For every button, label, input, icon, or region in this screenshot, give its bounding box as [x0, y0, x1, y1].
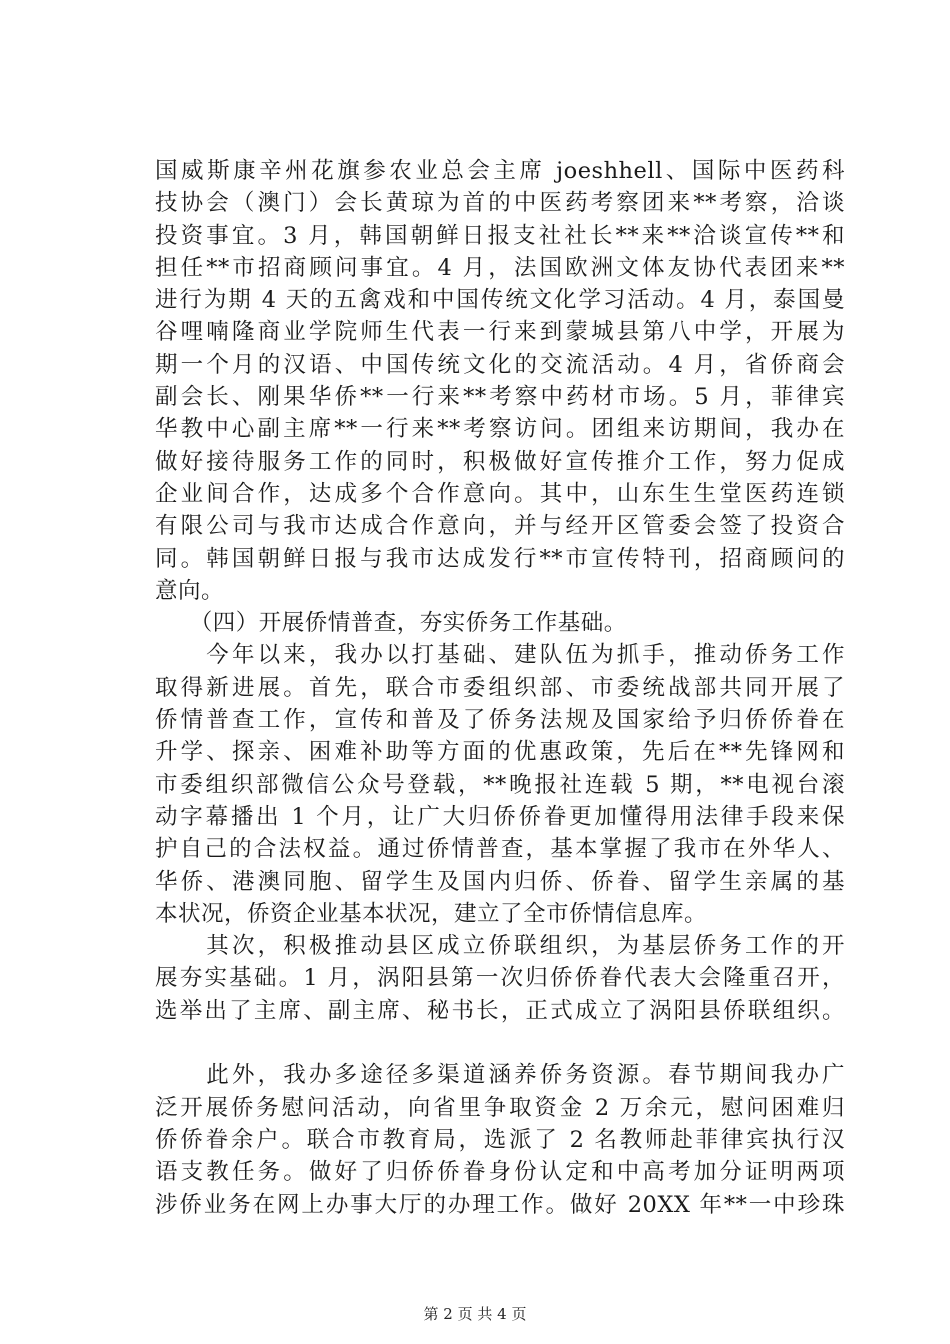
- text-line: 副会长、刚果华侨**一行来**考察中药材市场。5 月，菲律宾: [155, 384, 845, 411]
- text-line: 华教中心副主席**一行来**考察访问。团组来访期间，我办在: [155, 416, 845, 443]
- text-line: 技协会（澳门）会长黄琼为首的中医药考察团来**考察，洽谈: [155, 190, 845, 217]
- text-line: 本状况，侨资企业基本状况，建立了全市侨情信息库。: [155, 900, 708, 927]
- text-line: （四）开展侨情普查，夯实侨务工作基础。: [155, 610, 627, 637]
- page-footer: 第 2 页 共 4 页: [423, 1305, 527, 1323]
- text-line: 有限公司与我市达成合作意向，并与经开区管委会签了投资合: [155, 513, 845, 540]
- text-line: 市委组织部微信公众号登载，**晚报社连载 5 期，**电视台滚: [155, 771, 845, 798]
- text-line: 国威斯康辛州花旗参农业总会主席 joeshhell、国际中医药科: [155, 158, 845, 184]
- text-line: 升学、探亲、困难补助等方面的优惠政策，先后在**先锋网和: [155, 739, 845, 766]
- document-body: [155, 155, 845, 1221]
- blank-line: [155, 1027, 845, 1059]
- text-line: 涉侨业务在网上办事大厅的办理工作。做好 20XX 年**一中珍珠: [155, 1191, 845, 1218]
- text-line: 动字幕播出 1 个月，让广大归侨侨眷更加懂得用法律手段来保: [155, 803, 845, 830]
- text-line: 担任**市招商顾问事宜。4 月，法国欧洲文体友协代表团来**: [155, 254, 845, 281]
- text-line: 此外，我办多途径多渠道涵养侨务资源。春节期间我办广: [155, 1062, 845, 1089]
- text-line: 投资事宜。3 月，韩国朝鲜日报支社社长**来**洽谈宣传**和: [155, 222, 845, 249]
- text-line: 期一个月的汉语、中国传统文化的交流活动。4 月，省侨商会: [155, 351, 845, 378]
- text-line: 护自己的合法权益。通过侨情普查，基本掌握了我市在外华人、: [155, 836, 845, 863]
- text-line: 意向。: [155, 577, 225, 604]
- text-line: 今年以来，我办以打基础、建队伍为抓手，推动侨务工作: [155, 642, 845, 669]
- text-line: 选举出了主席、副主席、秘书长，正式成立了涡阳县侨联组织。: [155, 997, 845, 1024]
- text-line: 其次，积极推动县区成立侨联组织，为基层侨务工作的开: [155, 933, 845, 960]
- text-line: 谷哩喃隆商业学院师生代表一行来到蒙城县第八中学，开展为: [155, 319, 845, 346]
- text-line: 做好接待服务工作的同时，积极做好宣传推介工作，努力促成: [155, 448, 845, 475]
- text-line: 泛开展侨务慰问活动，向省里争取资金 2 万余元，慰问困难归: [155, 1094, 845, 1121]
- text-line: 同。韩国朝鲜日报与我市达成发行**市宣传特刊，招商顾问的: [155, 545, 845, 572]
- text-line: 华侨、港澳同胞、留学生及国内归侨、侨眷、留学生亲属的基: [155, 868, 845, 895]
- text-line: 进行为期 4 天的五禽戏和中国传统文化学习活动。4 月，泰国曼: [155, 287, 845, 314]
- text-line: 取得新进展。首先，联合市委组织部、市委统战部共同开展了: [155, 674, 845, 701]
- text-line: 语支教任务。做好了归侨侨眷身份认定和中高考加分证明两项: [155, 1159, 845, 1186]
- text-line: 展夯实基础。1 月，涡阳县第一次归侨侨眷代表大会隆重召开，: [155, 965, 845, 992]
- text-line: 侨情普查工作，宣传和普及了侨务法规及国家给予归侨侨眷在: [155, 707, 845, 734]
- text-line: 侨侨眷余户。联合市教育局，选派了 2 名教师赴菲律宾执行汉: [155, 1126, 845, 1153]
- text-line: 企业间合作，达成多个合作意向。其中，山东生生堂医药连锁: [155, 480, 845, 507]
